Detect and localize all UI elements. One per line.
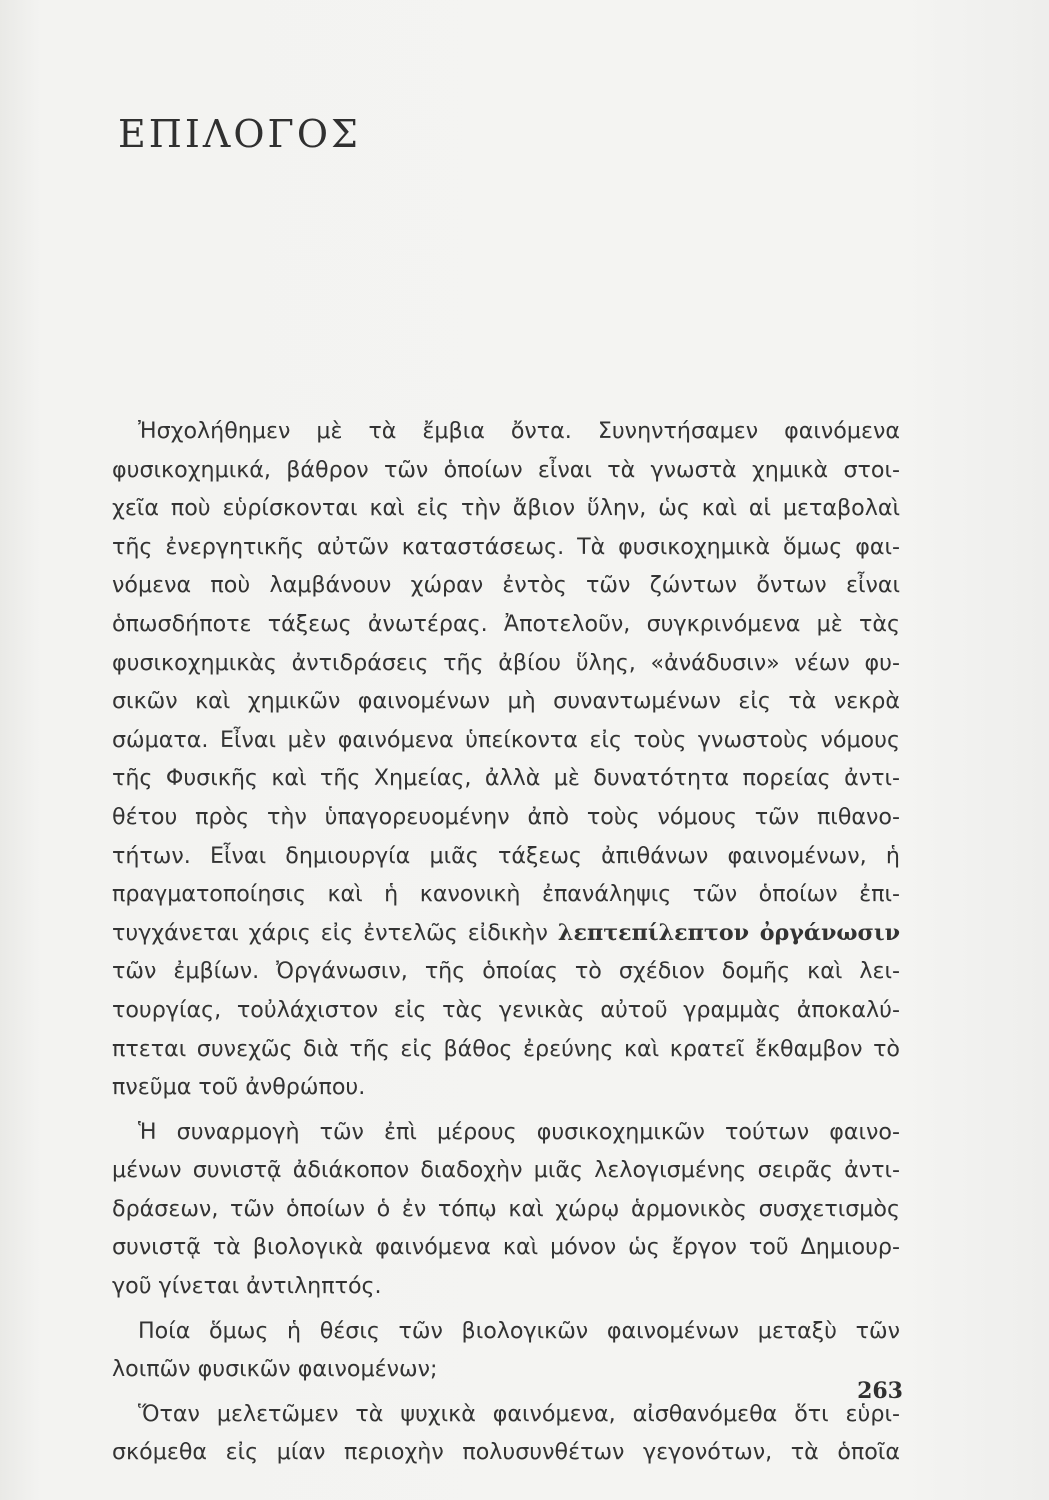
text-line: μένων συνιστᾷ ἀδιάκοπον διαδοχὴν μιᾶς λελογισμένης σειρᾶς ἀντι- bbox=[112, 1157, 900, 1184]
text-segment: τυγχάνεται χάρις εἰς ἐντελῶς εἰδικὴν bbox=[112, 919, 548, 946]
text-line: τουργίας, τοὐλάχιστον εἰς τὰς γενικὰς αὐτοῦ γραμμὰς ἀποκαλύ- bbox=[112, 996, 900, 1023]
chapter-heading: ΕΠΙΛΟΓΟΣ bbox=[118, 112, 361, 156]
text-line: Ὅταν μελετῶμεν τὰ ψυχικὰ φαινόμενα, αἰσθανόμεθα ὅτι εὑρι- bbox=[138, 1400, 900, 1427]
text-line: Ἡ συναρμογὴ τῶν ἐπὶ μέρους φυσικοχημικῶν τούτων φαινο- bbox=[138, 1118, 900, 1145]
text-line: γοῦ γίνεται ἀντιληπτός. bbox=[112, 1273, 382, 1300]
text-line: νόμενα ποὺ λαμβάνουν χώραν ἐντὸς τῶν ζώντων ὄντων εἶναι bbox=[112, 572, 900, 599]
text-line: τῆς Φυσικῆς καὶ τῆς Χημείας, ἀλλὰ μὲ δυνατότητα πορείας ἀντι- bbox=[112, 765, 900, 792]
text-line: τῆς ἐνεργητικῆς αὐτῶν καταστάσεως. Τὰ φυσικοχημικὰ ὅμως φαι- bbox=[112, 533, 900, 560]
body-text bbox=[112, 412, 900, 1472]
text-line: πτεται συνεχῶς διὰ τῆς εἰς βάθος ἐρεύνης καὶ κρατεῖ ἔκθαμβον τὸ bbox=[112, 1035, 900, 1062]
text-line: σώματα. Εἶναι μὲν φαινόμενα ὑπείκοντα εἰς τοὺς γνωστοὺς νόμους bbox=[112, 726, 900, 753]
text-line: τῶν ἐμβίων. Ὀργάνωσιν, τῆς ὁποίας τὸ σχέδιον δομῆς καὶ λει- bbox=[112, 958, 900, 985]
text-line: φυσικοχημικά, βάθρον τῶν ὁποίων εἶναι τὰ γνωστὰ χημικὰ στοι- bbox=[112, 456, 900, 483]
text-line: χεῖα ποὺ εὑρίσκονται καὶ εἰς τὴν ἄβιον ὕλην, ὡς καὶ αἱ μεταβολαὶ bbox=[112, 495, 900, 522]
text-line-with-bold bbox=[112, 914, 900, 953]
text-line: πραγματοποίησις καὶ ἡ κανονικὴ ἐπανάληψις τῶν ὁποίων ἐπι- bbox=[112, 881, 900, 908]
text-line: σικῶν καὶ χημικῶν φαινομένων μὴ συναντωμένων εἰς τὰ νεκρὰ bbox=[112, 688, 900, 715]
text-line: τήτων. Εἶναι δημιουργία μιᾶς τάξεως ἀπιθάνων φαινομένων, ἡ bbox=[112, 842, 900, 869]
page-number: 263 bbox=[857, 1378, 903, 1404]
text-line: ὁπωσδήποτε τάξεως ἀνωτέρας. Ἀποτελοῦν, συγκρινόμενα μὲ τὰς bbox=[112, 610, 900, 637]
text-line: συνιστᾷ τὰ βιολογικὰ φαινόμενα καὶ μόνον ὡς ἔργον τοῦ Δημιουρ- bbox=[112, 1234, 900, 1261]
text-line: Ἠσχολήθημεν μὲ τὰ ἔμβια ὄντα. Συνηντήσαμεν φαινόμενα bbox=[138, 418, 900, 444]
text-line: δράσεων, τῶν ὁποίων ὁ ἐν τόπῳ καὶ χώρῳ ἁρμονικὸς συσχετισμὸς bbox=[112, 1195, 900, 1222]
text-line: Ποία ὅμως ἡ θέσις τῶν βιολογικῶν φαινομένων μεταξὺ τῶν bbox=[138, 1317, 900, 1344]
text-line: σκόμεθα εἰς μίαν περιοχὴν πολυσυνθέτων γεγονότων, τὰ ὁποῖα bbox=[112, 1439, 900, 1466]
text-line: πνεῦμα τοῦ ἀνθρώπου. bbox=[112, 1074, 366, 1101]
bold-phrase: λεπτεπίλεπτον ὀργάνωσιν bbox=[557, 919, 900, 946]
text-line: λοιπῶν φυσικῶν φαινομένων; bbox=[112, 1356, 438, 1383]
text-line: φυσικοχημικὰς ἀντιδράσεις τῆς ἀβίου ὕλης, «ἀνάδυσιν» νέων φυ- bbox=[112, 649, 900, 676]
text-line: θέτου πρὸς τὴν ὑπαγορευομένην ἀπὸ τοὺς νόμους τῶν πιθανο- bbox=[112, 803, 900, 830]
